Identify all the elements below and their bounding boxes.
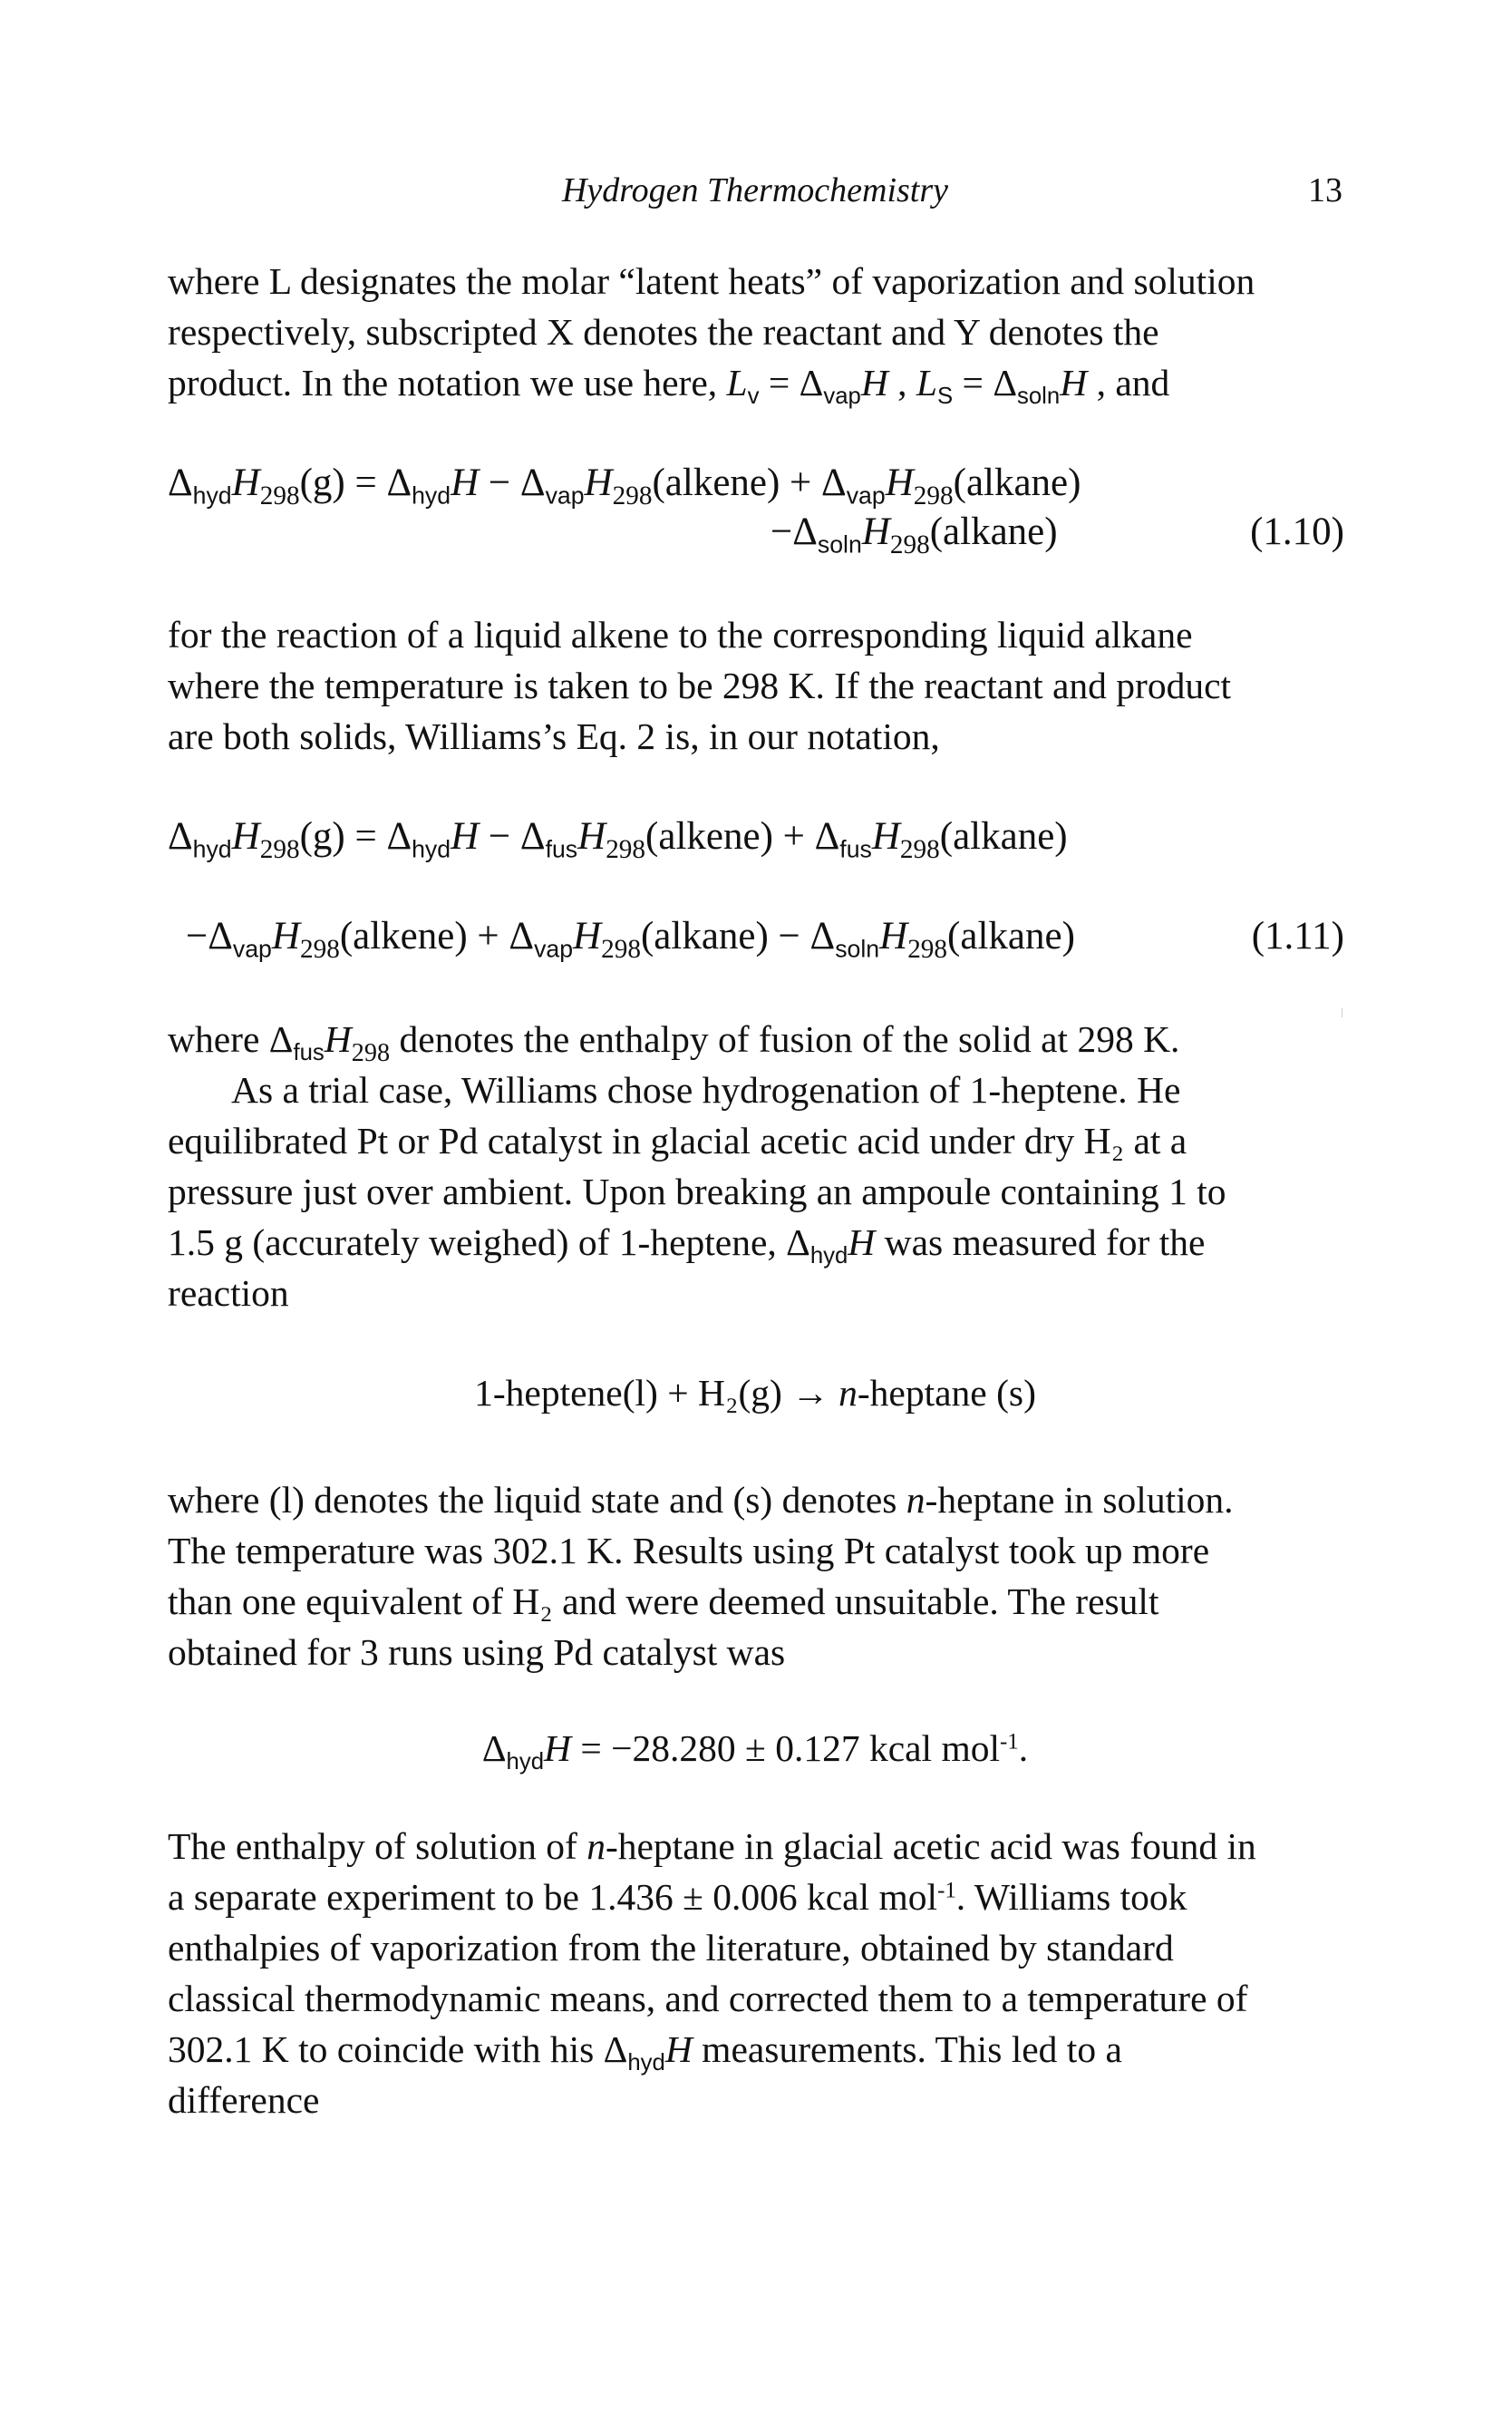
paragraph-liquid-reaction	[168, 609, 1342, 762]
paragraph-experiment-results	[168, 1474, 1342, 1677]
text-line: reaction	[168, 1272, 289, 1314]
text-line: 1.5 g (accurately weighed) of 1-heptene, $\Delta_{hyd}H$ was measured for the	[168, 1221, 1206, 1269]
result-equation: $\Delta_{hyd}H = -28.280 \pm 0.127$ kcal mol$^{-1}$.	[481, 1727, 1029, 1774]
running-title: Hydrogen Thermochemistry	[561, 171, 948, 209]
equation-1-10-line-2: $-\Delta_{soln}H_{298}(alkane)$	[771, 510, 1058, 560]
text-line: The enthalpy of solution of n-heptane in glacial acetic acid was found in	[168, 1825, 1256, 1867]
text-line: a separate experiment to be 1.436 ± 0.006 kcal mol$^{-1}$. Williams took	[168, 1876, 1187, 1918]
reaction-equation: 1-heptene(l) + H₂(g) → n-heptane (s)	[474, 1372, 1036, 1414]
text-line: obtained for 3 runs using Pd catalyst was	[168, 1631, 786, 1673]
text-line: where L designates the molar “latent heats” of vaporization and solution	[168, 260, 1255, 302]
equation-1-10-line-1: $\Delta_{hyd}H_{298}(g) = \Delta_{hyd}H$ − $\Delta_{vap}H_{298}(alkene)$ + $\Delta_{vap}H_{298}(alkane)$	[168, 462, 1081, 511]
equation-number-1-11: (1.11)	[1251, 915, 1344, 958]
paragraph-latent-heats	[168, 256, 1342, 408]
text-line: where (l) denotes the liquid state and (s) denotes n-heptane in solution.	[168, 1479, 1234, 1521]
text-line: classical thermodynamic means, and corrected them to a temperature of	[168, 1978, 1248, 2019]
text-line: enthalpies of vaporization from the literature, obtained by standard	[168, 1927, 1174, 1969]
text-line: equilibrated Pt or Pd catalyst in glacial acetic acid under dry H₂ at a	[168, 1120, 1187, 1162]
text-line: where $\Delta_{fus}H_{298}$ denotes the enthalpy of fusion of the solid at 298 K.	[168, 1018, 1180, 1067]
text-line: for the reaction of a liquid alkene to the corresponding liquid alkane	[168, 614, 1193, 656]
running-head	[168, 170, 1342, 225]
text-line: As a trial case, Williams chose hydrogenation of 1-heptene. He	[231, 1069, 1181, 1111]
text-line: product. In the notation we use here, $L_v = \Delta_{vap}H$ , $L_S = \Delta_{soln}H$ , and	[168, 362, 1170, 409]
text-line: respectively, subscripted X denotes the reactant and Y denotes the	[168, 311, 1159, 353]
text-line: are both solids, Williams’s Eq. 2 is, in our notation,	[168, 715, 940, 757]
text-line: difference	[168, 2079, 320, 2121]
page-number: 13	[1308, 171, 1342, 209]
paragraph-fusion-and-trial	[168, 1014, 1342, 1318]
equation-1-11-line-1: $\Delta_{hyd}H_{298}(g) = \Delta_{hyd}H$ − $\Delta_{fus}H_{298}(alkene)$ + $\Delta_{fus}H_{298}(alkane)$	[168, 815, 1068, 865]
text-line: The temperature was 302.1 K. Results using Pt catalyst took up more	[168, 1530, 1210, 1571]
text-line: 302.1 K to coincide with his $\Delta_{hyd}H$ measurements. This led to a	[168, 2028, 1122, 2076]
text-line: than one equivalent of H₂ and were deemed unsuitable. The result	[168, 1580, 1159, 1622]
text-line: pressure just over ambient. Upon breaking an ampoule containing 1 to	[168, 1171, 1226, 1212]
equation-number-1-10: (1.10)	[1250, 510, 1344, 553]
equation-1-11-line-2: $-\Delta_{vap}H_{298}(alkene)$ + $\Delta_{vap}H_{298}(alkane)$ − $\Delta_{soln}H_{298}(alkane)$	[186, 915, 1075, 965]
text-line: where the temperature is taken to be 298 K. If the reactant and product	[168, 665, 1232, 706]
paragraph-enthalpy-of-solution	[168, 1821, 1342, 2125]
